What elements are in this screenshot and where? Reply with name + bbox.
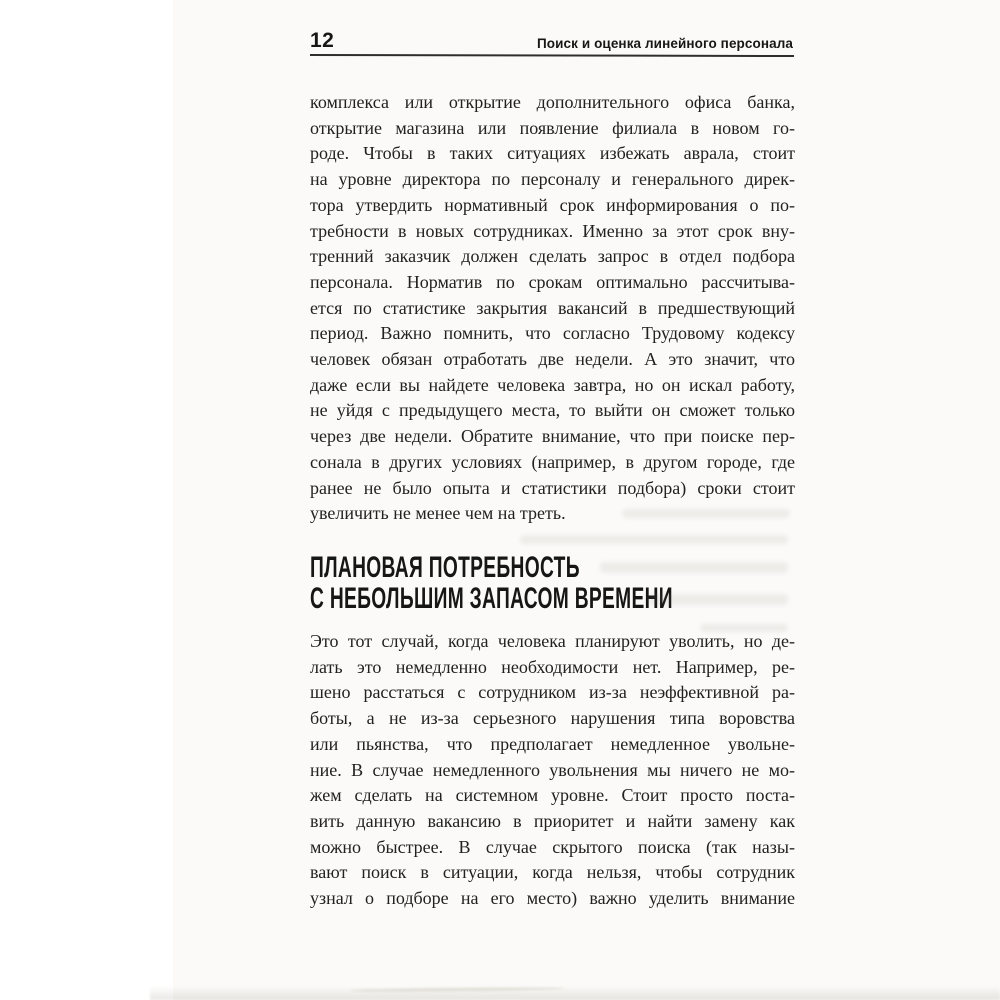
body-text-line: роде. Чтобы в таких ситуациях избежать аврала, стоит [310,143,795,164]
body-text-line: на уровне директора по персоналу и генерального дирек- [310,169,795,190]
body-text-line: ется по статистике закрытия вакансий в предшествующий [310,297,795,318]
body-text-line: можно быстрее. В случае скрытого поиска (так назы- [310,836,795,857]
body-text-line: период. Важно помнить, что согласно Трудовому кодексу [310,323,795,344]
paragraph-2 [310,629,795,912]
running-head-title: Поиск и оценка линейного персонала [536,36,793,51]
body-text-line: человек обязан отработать две недели. А это значит, что [310,349,795,370]
page-number: 12 [310,29,335,52]
body-text-line: или пьянства, что предполагает немедленное увольне- [310,733,795,754]
body-text-line: не уйдя с предыдущего места, то выйти он сможет только [310,400,795,421]
body-text-line: боты, а не из-за серьезного нарушения типа воровства [310,708,795,729]
body-text-line: открытие магазина или появление филиала в новом го- [310,117,795,138]
body-text-line: персонала. Норматив по срокам оптимально рассчитыва- [310,271,795,292]
section-heading-lines [310,552,803,614]
paragraph-1 [310,90,795,527]
body-text-line: требности в новых сотрудниках. Именно за этот срок вну- [310,220,795,241]
section-heading-line: ПЛАНОВАЯ ПОТРЕБНОСТЬ [310,551,580,584]
body-text-line: жем сделать на системном уровне. Стоит просто поста- [310,785,795,806]
paragraph-1-lines [310,90,795,501]
body-text-line: вить данную вакансию в приоритет и найти замену как [310,810,795,831]
section-heading [310,552,1000,614]
body-text-line: сонала в других условиях (например, в другом городе, где [310,451,795,472]
body-text-line: даже если вы найдете человека завтра, но он искал работу, [310,374,795,395]
body-text-line: через две недели. Обратите внимание, что при поиске пер- [310,426,795,447]
body-text-line: комплекса или открытие дополнительного офиса банка, [310,92,795,112]
body-text-line: увеличить не менее чем на треть. [310,503,566,524]
body-text-line: тренний заказчик должен сделать запрос в отдел подбора [310,246,795,267]
paragraph-2-lines [310,629,795,912]
body-text-line: ранее не было опыта и статистики подбора) сроки стоит [310,477,795,498]
body-text-line: шено расстаться с сотрудником из-за неэффективной ра- [310,682,795,703]
body-text-line: тора утвердить нормативный срок информирования о по- [310,194,795,215]
body-text-line: вают поиск в ситуации, когда нельзя, чтобы сотрудник [310,862,795,883]
body-text-line: лать это немедленно необходимости нет. Например, ре- [310,656,795,677]
section-heading-line: С НЕБОЛЬШИМ ЗАПАСОМ ВРЕМЕНИ [310,582,673,615]
body-text-line: ние. В случае немедленного увольнения мы ничего не мо- [310,759,795,780]
body-text-line: узнал о подборе на его место) важно уделить внимание [310,888,795,909]
body-text-line: Это тот случай, когда человека планируют уволить, но де- [310,631,795,651]
